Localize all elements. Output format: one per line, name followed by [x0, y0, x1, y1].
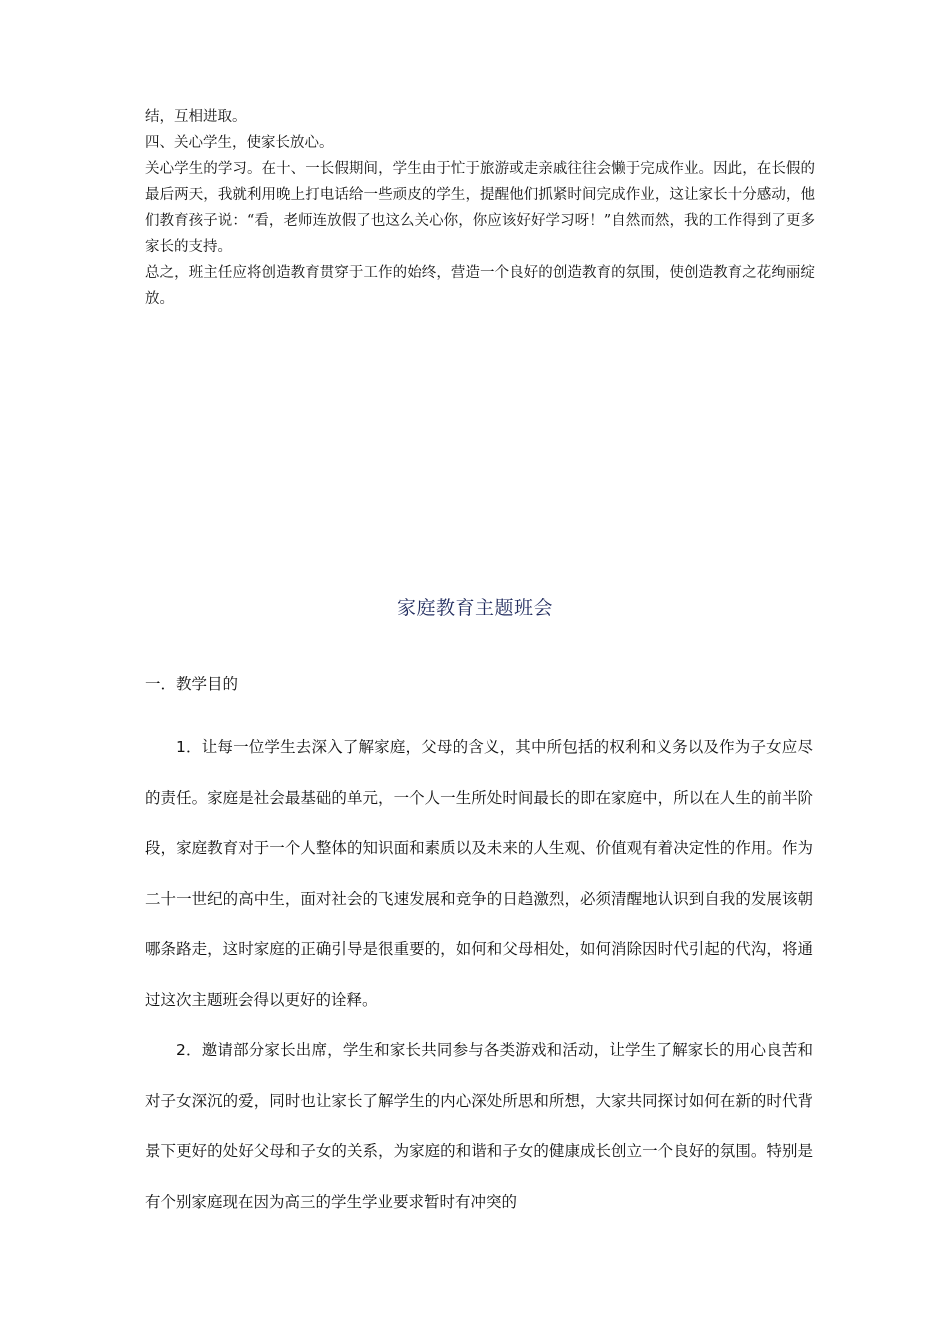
- paragraph: 结，互相进取。: [145, 109, 247, 125]
- paragraph: 四、关心学生，使家长放心。: [145, 135, 334, 151]
- paragraph: 总之，班主任应将创造教育贯穿于工作的始终，营造一个良好的创造教育的氛围，使创造教育之花绚丽绽放。: [145, 265, 815, 307]
- section-body: [145, 722, 813, 1227]
- section-heading: 一．教学目的: [145, 675, 239, 693]
- paragraph: 1．让每一位学生去深入了解家庭，父母的含义，其中所包括的权利和义务以及作为子女应尽的责任。家庭是社会最基础的单元，一个人一生所处时间最长的即在家庭中，所以在人生的前半阶段，家庭教育对于一个人整体的知识面和素质以及未来的人生观、价值观有着决定性的作用。作为二十一世纪的高中生，面对社会的飞速发展和竞争的日趋激烈，必须清醒地认识到自我的发展该朝哪条路走，这时家庭的正确引导是很重要的，如何和父母相处，如何消除因时代引起的代沟，将通过这次主题班会得以更好的诠释。: [145, 738, 813, 1009]
- paragraph: 2．邀请部分家长出席，学生和家长共同参与各类游戏和活动，让学生了解家长的用心良苦和对子女深沉的爱，同时也让家长了解学生的内心深处所思和所想，大家共同探讨如何在新的时代背景下更好的处好父母和子女的关系，为家庭的和谐和子女的健康成长创立一个良好的氛围。特别是有个别家庭现在因为高三的学生学业要求暂时有冲突的: [145, 1041, 813, 1211]
- paragraph: 关心学生的学习。在十、一长假期间，学生由于忙于旅游或走亲戚往往会懒于完成作业。因此，在长假的最后两天，我就利用晚上打电话给一些顽皮的学生，提醒他们抓紧时间完成作业，这让家长十分感动，他们教育孩子说：“看，老师连放假了也这么关心你，你应该好好学习呀！”自然而然，我的工作得到了更多家长的支持。: [145, 161, 815, 255]
- document-title: 家庭教育主题班会: [396, 597, 553, 619]
- previous-article-tail: [145, 104, 815, 312]
